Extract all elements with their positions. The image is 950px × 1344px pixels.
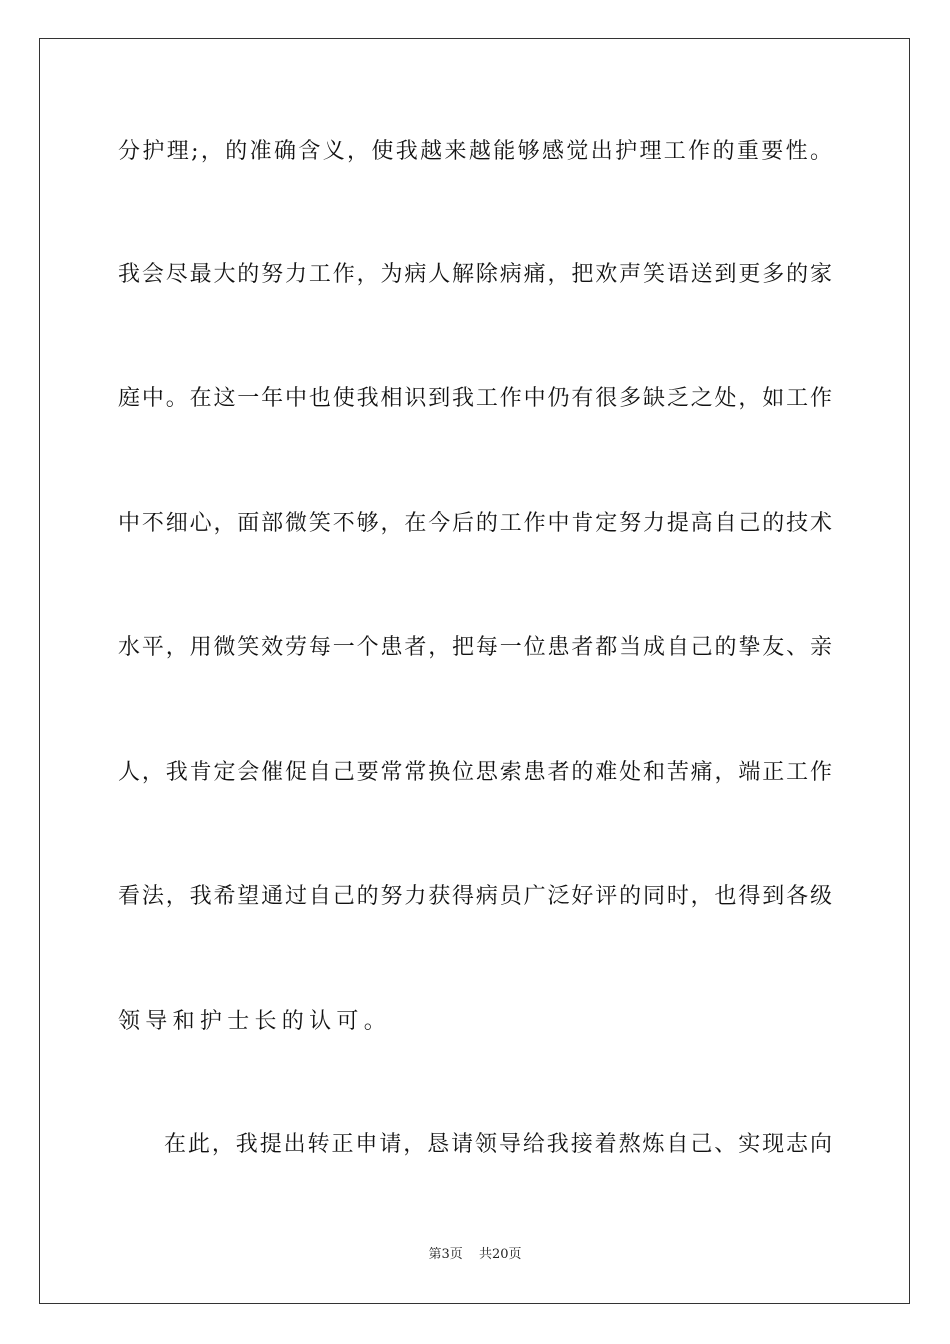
body-text-line-7: 看法，我希望通过自己的努力获得病员广泛好评的同时，也得到各级 (118, 884, 832, 909)
body-text-line-5: 水平，用微笑效劳每一个患者，把每一位患者都当成自己的挚友、亲 (118, 635, 832, 660)
page-total: 共20页 (478, 1247, 522, 1262)
page-number: 第3页 (428, 1247, 463, 1262)
body-text-line-1: 分护理;，的准确含义，使我越来越能够感觉出护理工作的重要性。 (118, 139, 832, 164)
page-border (39, 38, 910, 1304)
body-text-line-9: 在此，我提出转正申请，恳请领导给我接着熬炼自己、实现志向 (164, 1132, 832, 1157)
page-footer (0, 1247, 950, 1263)
body-text-line-8: 领导和护士长的认可。 (118, 1009, 392, 1034)
body-text-line-2: 我会尽最大的努力工作，为病人解除病痛，把欢声笑语送到更多的家 (118, 262, 832, 287)
body-text-line-6: 人，我肯定会催促自己要常常换位思索患者的难处和苦痛，端正工作 (118, 760, 832, 785)
body-text-line-4: 中不细心，面部微笑不够，在今后的工作中肯定努力提高自己的技术 (118, 511, 832, 536)
body-text-line-3: 庭中。在这一年中也使我相识到我工作中仍有很多缺乏之处，如工作 (118, 386, 832, 411)
